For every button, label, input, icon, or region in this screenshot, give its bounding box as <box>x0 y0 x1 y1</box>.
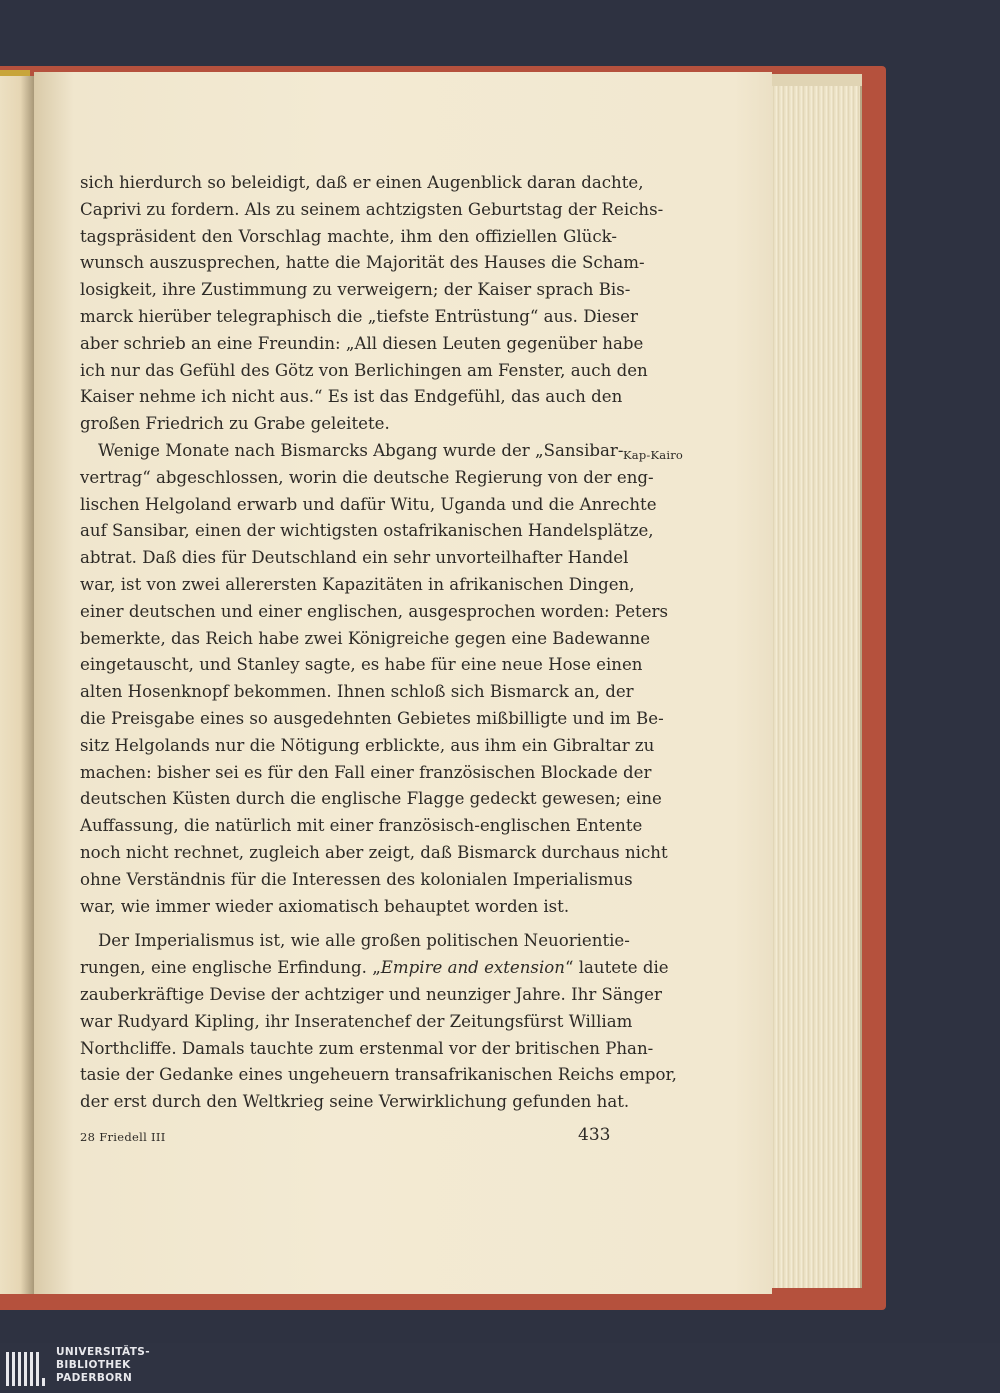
text-line: bemerkte, das Reich habe zwei Königreiche gegen eine Badewanne <box>80 628 651 648</box>
paragraph-gap <box>80 920 617 928</box>
text-line: Der Imperialismus ist, wie alle großen politischen Neuorientie- <box>98 931 630 951</box>
text-line: abtrat. Daß dies für Deutschland ein sehr unvorteilhafter Handel <box>80 548 629 568</box>
text-line: aber schrieb an eine Freundin: „All diesen Leuten gegenüber habe <box>80 333 644 353</box>
library-name-line: BIBLIOTHEK <box>56 1359 131 1371</box>
text-line: lischen Helgoland erwarb und dafür Witu, Uganda und die Anrechte <box>80 494 657 514</box>
text-line: machen: bisher sei es für den Fall einer französischen Blockade der <box>80 762 652 782</box>
left-page-edge <box>0 76 34 1294</box>
text-line: tasie der Gedanke eines ungeheuern transafrikanischen Reichs empor, <box>80 1065 677 1085</box>
text-line: Kaiser nehme ich nicht aus.“ Es ist das Endgefühl, das auch den <box>80 387 623 407</box>
text-line: sich hierdurch so beleidigt, daß er einen Augenblick daran dachte, <box>80 173 644 192</box>
text-line: war, wie immer wieder axiomatisch behauptet worden ist. <box>80 896 570 916</box>
library-name <box>56 1346 150 1385</box>
marginal-note: Kap-Kairo <box>623 448 684 462</box>
signature-mark: 28 Friedell III <box>80 1130 166 1144</box>
text-line: ohne Verständnis für die Interessen des kolonialen Imperialismus <box>80 869 633 889</box>
text-line: deutschen Küsten durch die englische Flagge gedeckt gewesen; eine <box>80 789 662 809</box>
page-edges-block <box>770 74 862 1288</box>
text-line: Caprivi zu fordern. Als zu seinem achtzigsten Geburtstag der Reichs- <box>80 199 664 219</box>
paragraph-3 <box>80 928 677 1116</box>
text-line: war, ist von zwei allerersten Kapazitäten in afrikanischen Dingen, <box>80 574 635 594</box>
text-line: sitz Helgolands nur die Nötigung erblickte, aus ihm ein Gibraltar zu <box>80 735 655 755</box>
text-line: losigkeit, ihre Zustimmung zu verweigern; der Kaiser sprach Bis- <box>80 280 631 300</box>
library-name-line: UNIVERSITÄTS- <box>56 1346 151 1358</box>
text-line: die Preisgabe eines so ausgedehnten Gebietes mißbilligte und im Be- <box>80 708 664 728</box>
page-number: 433 <box>578 1125 611 1145</box>
italic-phrase: Empire and extension <box>380 958 565 978</box>
page-edges-top <box>770 74 862 86</box>
text-line: Auffassung, die natürlich mit einer französisch-englischen Entente <box>80 816 643 836</box>
text-line: der erst durch den Weltkrieg seine Verwirklichung gefunden hat. <box>80 1092 630 1112</box>
library-logo-icon <box>4 1348 46 1390</box>
text-segment: rungen, eine englische Erfindung. „ <box>80 958 381 978</box>
text-line: tagspräsident den Vorschlag machte, ihm den offiziellen Glück- <box>80 226 617 246</box>
text-line: eingetauscht, und Stanley sagte, es habe für eine neue Hose einen <box>80 655 643 675</box>
text-line-with-italic <box>80 955 669 982</box>
text-line: vertrag“ abgeschlossen, worin die deutsche Regierung von der eng- <box>80 467 654 487</box>
text-line: zauberkräftige Devise der achtziger und neunziger Jahre. Ihr Sänger <box>80 984 662 1004</box>
paragraph-1 <box>80 170 664 438</box>
text-line: war Rudyard Kipling, ihr Inseratenchef der Zeitungsfürst William <box>80 1011 633 1031</box>
text-segment: “ lautete die <box>564 958 669 978</box>
text-line: marck hierüber telegraphisch die „tiefste Entrüstung“ aus. Dieser <box>80 306 638 326</box>
text-line: ich nur das Gefühl des Götz von Berlichingen am Fenster, auch den <box>80 360 648 380</box>
text-line: Wenige Monate nach Bismarcks Abgang wurde der „Sansibar- <box>98 440 624 460</box>
text-line: großen Friedrich zu Grabe geleitete. <box>80 414 390 434</box>
text-line: alten Hosenknopf bekommen. Ihnen schloß sich Bismarck an, der <box>80 682 634 702</box>
text-line: einer deutschen und einer englischen, ausgesprochen worden: Peters <box>80 601 668 621</box>
text-line: noch nicht rechnet, zugleich aber zeigt, daß Bismarck durchaus nicht <box>80 842 668 862</box>
text-line: auf Sansibar, einen der wichtigsten ostafrikanischen Handelsplätze, <box>80 521 654 541</box>
text-line: wunsch auszusprechen, hatte die Majorität des Hauses die Scham- <box>80 253 645 273</box>
library-name-line: PADERBORN <box>56 1372 133 1384</box>
text-line: Northcliffe. Damals tauchte zum erstenmal vor der britischen Phan- <box>80 1038 654 1058</box>
